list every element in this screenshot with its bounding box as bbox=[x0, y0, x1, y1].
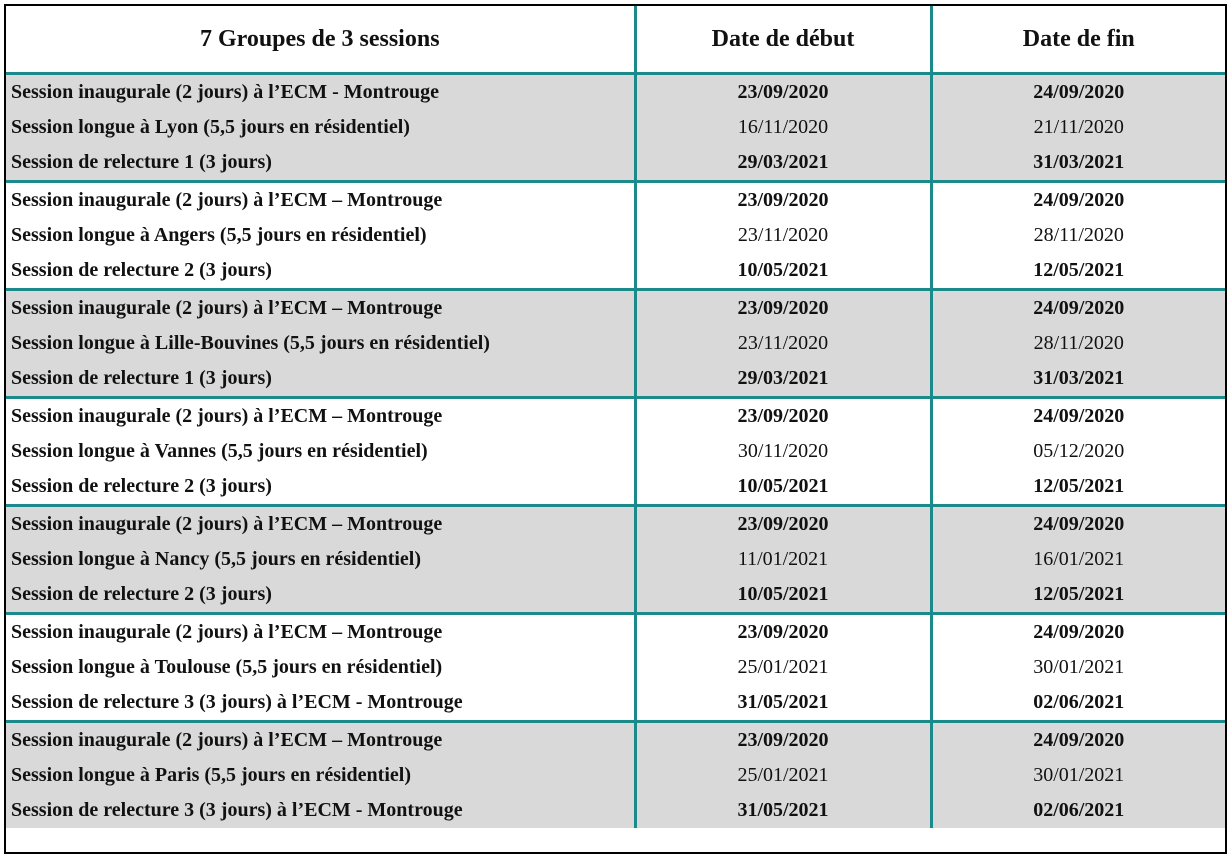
table-row bbox=[6, 685, 1225, 722]
table-row bbox=[6, 650, 1225, 685]
table-row bbox=[6, 74, 1225, 111]
session-label: Session inaugurale (2 jours) à l’ECM – Montrouge bbox=[6, 506, 635, 543]
start-date: 23/11/2020 bbox=[635, 218, 931, 253]
end-date: 02/06/2021 bbox=[931, 685, 1225, 722]
start-date: 29/03/2021 bbox=[635, 145, 931, 182]
end-date: 24/09/2020 bbox=[931, 398, 1225, 435]
end-date: 24/09/2020 bbox=[931, 614, 1225, 651]
start-date: 23/09/2020 bbox=[635, 506, 931, 543]
session-label: Session de relecture 3 (3 jours) à l’ECM - Montrouge bbox=[6, 793, 635, 828]
table-row bbox=[6, 469, 1225, 506]
session-label: Session de relecture 1 (3 jours) bbox=[6, 361, 635, 398]
end-date: 12/05/2021 bbox=[931, 577, 1225, 614]
table-row bbox=[6, 614, 1225, 651]
table-row bbox=[6, 434, 1225, 469]
end-date: 02/06/2021 bbox=[931, 793, 1225, 828]
sessions-table-sheet bbox=[4, 4, 1227, 854]
start-date: 23/09/2020 bbox=[635, 722, 931, 759]
end-date: 30/01/2021 bbox=[931, 758, 1225, 793]
session-group bbox=[6, 722, 1225, 829]
session-label: Session inaugurale (2 jours) à l’ECM – Montrouge bbox=[6, 722, 635, 759]
table-row bbox=[6, 110, 1225, 145]
start-date: 31/05/2021 bbox=[635, 793, 931, 828]
end-date: 24/09/2020 bbox=[931, 182, 1225, 219]
session-group bbox=[6, 614, 1225, 722]
start-date: 10/05/2021 bbox=[635, 253, 931, 290]
session-label: Session de relecture 2 (3 jours) bbox=[6, 577, 635, 614]
table-row bbox=[6, 361, 1225, 398]
session-label: Session inaugurale (2 jours) à l’ECM – Montrouge bbox=[6, 182, 635, 219]
table-row bbox=[6, 793, 1225, 828]
session-label: Session inaugurale (2 jours) à l’ECM – Montrouge bbox=[6, 614, 635, 651]
end-date: 31/03/2021 bbox=[931, 145, 1225, 182]
start-date: 10/05/2021 bbox=[635, 469, 931, 506]
start-date: 16/11/2020 bbox=[635, 110, 931, 145]
table-row bbox=[6, 577, 1225, 614]
start-date: 30/11/2020 bbox=[635, 434, 931, 469]
start-date: 31/05/2021 bbox=[635, 685, 931, 722]
start-date: 25/01/2021 bbox=[635, 758, 931, 793]
session-label: Session inaugurale (2 jours) à l’ECM – Montrouge bbox=[6, 290, 635, 327]
start-date: 11/01/2021 bbox=[635, 542, 931, 577]
header-end-date: Date de fin bbox=[931, 6, 1225, 74]
session-label: Session longue à Angers (5,5 jours en résidentiel) bbox=[11, 224, 427, 246]
end-date: 30/01/2021 bbox=[931, 650, 1225, 685]
start-date: 23/09/2020 bbox=[635, 290, 931, 327]
session-label: Session de relecture 2 (3 jours) bbox=[11, 475, 272, 497]
header-groups: 7 Groupes de 3 sessions bbox=[6, 6, 635, 74]
sessions-table bbox=[6, 6, 1225, 828]
end-date: 28/11/2020 bbox=[931, 218, 1225, 253]
end-date: 21/11/2020 bbox=[931, 110, 1225, 145]
session-label: Session longue à Toulouse (5,5 jours en résidentiel) bbox=[11, 656, 443, 678]
table-row bbox=[6, 145, 1225, 182]
session-label: Session inaugurale (2 jours) à l’ECM - Montrouge bbox=[6, 74, 635, 111]
end-date: 16/01/2021 bbox=[931, 542, 1225, 577]
start-date: 25/01/2021 bbox=[635, 650, 931, 685]
start-date: 23/09/2020 bbox=[635, 614, 931, 651]
table-row bbox=[6, 290, 1225, 327]
session-label: Session de relecture 2 (3 jours) bbox=[11, 259, 272, 281]
session-label: Session inaugurale (2 jours) à l’ECM – Montrouge bbox=[6, 398, 635, 435]
session-label: Session longue à Nancy (5,5 jours en résidentiel) bbox=[6, 542, 635, 577]
start-date: 29/03/2021 bbox=[635, 361, 931, 398]
session-label: Session de relecture 3 (3 jours) à l’ECM - Montrouge bbox=[11, 691, 463, 713]
end-date: 24/09/2020 bbox=[931, 506, 1225, 543]
end-date: 24/09/2020 bbox=[931, 722, 1225, 759]
table-row bbox=[6, 253, 1225, 290]
session-label: Session longue à Paris (5,5 jours en résidentiel) bbox=[6, 758, 635, 793]
table-row bbox=[6, 758, 1225, 793]
table-row bbox=[6, 326, 1225, 361]
start-date: 23/09/2020 bbox=[635, 74, 931, 111]
session-label: Session longue à Lyon (5,5 jours en résidentiel) bbox=[6, 110, 635, 145]
end-date: 12/05/2021 bbox=[931, 469, 1225, 506]
end-date: 12/05/2021 bbox=[931, 253, 1225, 290]
end-date: 05/12/2020 bbox=[931, 434, 1225, 469]
table-row bbox=[6, 542, 1225, 577]
start-date: 23/09/2020 bbox=[635, 398, 931, 435]
table-row bbox=[6, 506, 1225, 543]
table-row bbox=[6, 722, 1225, 759]
header-start-date: Date de début bbox=[635, 6, 931, 74]
end-date: 24/09/2020 bbox=[931, 74, 1225, 111]
start-date: 23/09/2020 bbox=[635, 182, 931, 219]
end-date: 28/11/2020 bbox=[931, 326, 1225, 361]
table-row bbox=[6, 182, 1225, 219]
session-group bbox=[6, 398, 1225, 506]
start-date: 23/11/2020 bbox=[635, 326, 931, 361]
session-group bbox=[6, 506, 1225, 614]
session-label: Session longue à Lille-Bouvines (5,5 jours en résidentiel) bbox=[6, 326, 635, 361]
session-label: Session longue à Vannes (5,5 jours en résidentiel) bbox=[11, 440, 428, 462]
table-row bbox=[6, 218, 1225, 253]
end-date: 31/03/2021 bbox=[931, 361, 1225, 398]
end-date: 24/09/2020 bbox=[931, 290, 1225, 327]
session-group bbox=[6, 74, 1225, 182]
start-date: 10/05/2021 bbox=[635, 577, 931, 614]
table-row bbox=[6, 398, 1225, 435]
session-group bbox=[6, 290, 1225, 398]
session-label: Session de relecture 1 (3 jours) bbox=[6, 145, 635, 182]
header-row bbox=[6, 6, 1225, 74]
session-group bbox=[6, 182, 1225, 290]
table-header bbox=[6, 6, 1225, 74]
